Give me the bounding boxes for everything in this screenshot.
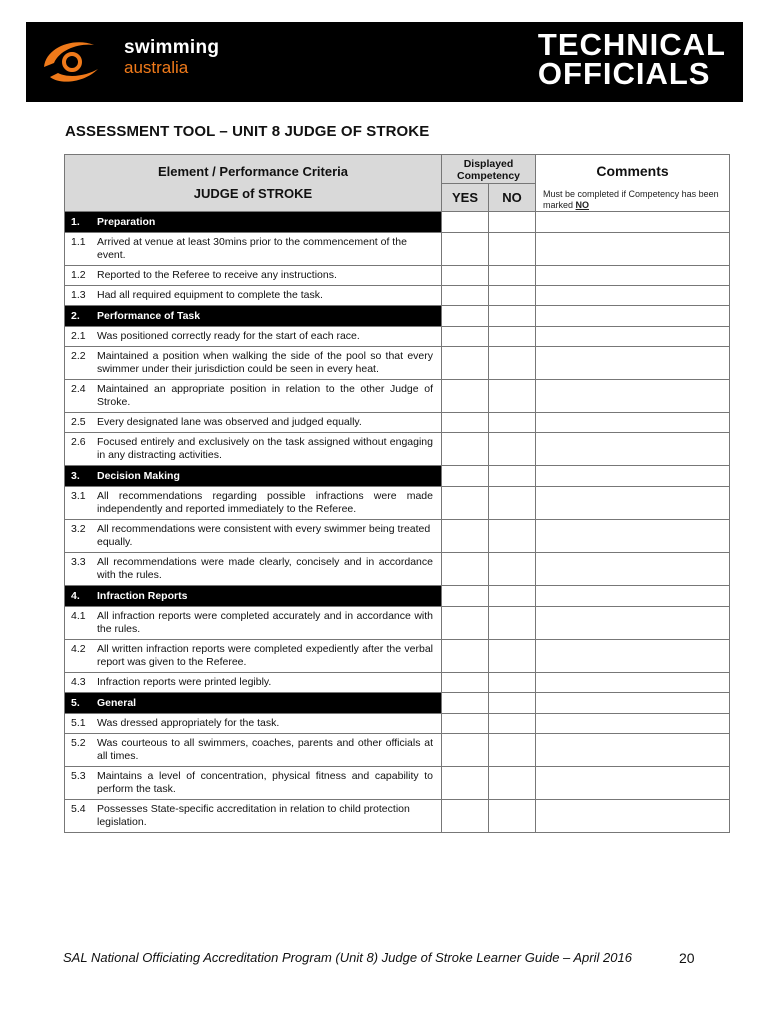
section-blank-cell bbox=[489, 306, 536, 327]
section-row bbox=[65, 693, 730, 714]
criteria-text: Reported to the Referee to receive any instructions. bbox=[97, 269, 337, 281]
section-title: Infraction Reports bbox=[97, 590, 188, 602]
criteria-number: 2.6 bbox=[71, 436, 86, 448]
criteria-text: Possesses State-specific accreditation in relation to child protection legislation. bbox=[97, 803, 410, 828]
yes-checkbox-cell[interactable] bbox=[442, 520, 489, 553]
criteria-cell bbox=[65, 553, 442, 586]
no-checkbox-cell[interactable] bbox=[489, 380, 536, 413]
comments-cell[interactable] bbox=[536, 714, 730, 734]
criteria-cell bbox=[65, 327, 442, 347]
yes-checkbox-cell[interactable] bbox=[442, 380, 489, 413]
yes-header: YES bbox=[442, 184, 489, 212]
criteria-cell bbox=[65, 413, 442, 433]
criteria-number: 3.3 bbox=[71, 556, 86, 568]
section-row bbox=[65, 466, 730, 487]
criteria-text: Was courteous to all swimmers, coaches, parents and other officials at all times. bbox=[97, 737, 433, 762]
comments-cell[interactable] bbox=[536, 413, 730, 433]
criteria-text: Focused entirely and exclusively on the task assigned without engaging in any distracting activities. bbox=[97, 436, 433, 461]
section-number: 4. bbox=[71, 590, 80, 602]
section-number: 2. bbox=[71, 310, 80, 322]
no-checkbox-cell[interactable] bbox=[489, 286, 536, 306]
criteria-row bbox=[65, 640, 730, 673]
criteria-cell bbox=[65, 487, 442, 520]
criteria-cell bbox=[65, 347, 442, 380]
criteria-text: Was dressed appropriately for the task. bbox=[97, 717, 280, 729]
criteria-number: 1.2 bbox=[71, 269, 86, 281]
comments-cell[interactable] bbox=[536, 800, 730, 833]
no-checkbox-cell[interactable] bbox=[489, 734, 536, 767]
header-row bbox=[65, 155, 730, 184]
no-checkbox-cell[interactable] bbox=[489, 607, 536, 640]
criteria-cell bbox=[65, 233, 442, 266]
criteria-number: 5.4 bbox=[71, 803, 86, 815]
no-checkbox-cell[interactable] bbox=[489, 433, 536, 466]
yes-checkbox-cell[interactable] bbox=[442, 433, 489, 466]
no-checkbox-cell[interactable] bbox=[489, 767, 536, 800]
no-checkbox-cell[interactable] bbox=[489, 520, 536, 553]
criteria-row bbox=[65, 487, 730, 520]
yes-checkbox-cell[interactable] bbox=[442, 673, 489, 693]
section-number: 1. bbox=[71, 216, 80, 228]
no-checkbox-cell[interactable] bbox=[489, 413, 536, 433]
yes-checkbox-cell[interactable] bbox=[442, 327, 489, 347]
criteria-cell bbox=[65, 433, 442, 466]
criteria-row bbox=[65, 607, 730, 640]
no-checkbox-cell[interactable] bbox=[489, 673, 536, 693]
comments-cell[interactable] bbox=[536, 266, 730, 286]
criteria-cell bbox=[65, 800, 442, 833]
page-title: ASSESSMENT TOOL – UNIT 8 JUDGE OF STROKE bbox=[65, 123, 430, 140]
criteria-number: 3.1 bbox=[71, 490, 86, 502]
section-blank-cell bbox=[442, 466, 489, 487]
criteria-number: 2.5 bbox=[71, 416, 86, 428]
section-blank-cell bbox=[489, 466, 536, 487]
criteria-row bbox=[65, 380, 730, 413]
technical-officials-wordmark bbox=[537, 27, 726, 91]
criteria-row bbox=[65, 347, 730, 380]
yes-checkbox-cell[interactable] bbox=[442, 266, 489, 286]
section-blank-cell bbox=[442, 306, 489, 327]
criteria-text: Infraction reports were printed legibly. bbox=[97, 676, 272, 688]
comments-cell[interactable] bbox=[536, 433, 730, 466]
criteria-row bbox=[65, 800, 730, 833]
criteria-row bbox=[65, 734, 730, 767]
no-checkbox-cell[interactable] bbox=[489, 327, 536, 347]
section-heading bbox=[65, 306, 442, 327]
criteria-text: Maintained an appropriate position in relation to the other Judge of Stroke. bbox=[97, 383, 433, 408]
criteria-cell bbox=[65, 640, 442, 673]
criteria-text: All recommendations were consistent with every swimmer being treated equally. bbox=[97, 523, 431, 548]
no-header: NO bbox=[489, 184, 536, 212]
swimming-australia-logo-icon bbox=[36, 33, 106, 89]
section-blank-cell bbox=[442, 586, 489, 607]
no-checkbox-cell[interactable] bbox=[489, 347, 536, 380]
comments-cell[interactable] bbox=[536, 673, 730, 693]
criteria-number: 4.2 bbox=[71, 643, 86, 655]
section-title: General bbox=[97, 697, 137, 709]
section-heading bbox=[65, 586, 442, 607]
criteria-row bbox=[65, 327, 730, 347]
comments-note-no: NO bbox=[575, 200, 590, 210]
criteria-number: 4.1 bbox=[71, 610, 86, 622]
section-blank-cell bbox=[536, 586, 730, 607]
assessment-table bbox=[64, 154, 730, 833]
element-header-line1: Element / Performance Criteria bbox=[157, 164, 349, 179]
criteria-number: 5.2 bbox=[71, 737, 86, 749]
comments-note bbox=[536, 185, 729, 211]
comments-cell[interactable] bbox=[536, 380, 730, 413]
yes-checkbox-cell[interactable] bbox=[442, 413, 489, 433]
comments-cell[interactable] bbox=[536, 734, 730, 767]
section-blank-cell bbox=[442, 212, 489, 233]
criteria-text: All written infraction reports were completed expediently after the verbal report was given to the Referee. bbox=[97, 643, 433, 668]
brand-top: swimming bbox=[124, 37, 220, 58]
criteria-number: 2.2 bbox=[71, 350, 86, 362]
criteria-number: 1.1 bbox=[71, 236, 86, 248]
element-header bbox=[65, 155, 442, 212]
section-title: Preparation bbox=[97, 216, 156, 228]
comments-title: Comments bbox=[596, 163, 669, 179]
section-number: 5. bbox=[71, 697, 80, 709]
comments-note-prefix: Must be completed if Competency has been marked bbox=[543, 189, 719, 210]
section-title: Performance of Task bbox=[97, 310, 201, 322]
criteria-text: All recommendations regarding possible infractions were made independently and reported immediately to the Referee. bbox=[97, 490, 433, 515]
comments-cell[interactable] bbox=[536, 520, 730, 553]
section-blank-cell bbox=[536, 693, 730, 714]
no-checkbox-cell[interactable] bbox=[489, 800, 536, 833]
displayed-competency-header: Displayed Competency bbox=[442, 155, 536, 184]
brand-bottom: australia bbox=[124, 58, 189, 77]
comments-cell[interactable] bbox=[536, 286, 730, 306]
criteria-cell bbox=[65, 714, 442, 734]
criteria-row bbox=[65, 286, 730, 306]
comments-cell[interactable] bbox=[536, 233, 730, 266]
criteria-row bbox=[65, 553, 730, 586]
yes-checkbox-cell[interactable] bbox=[442, 640, 489, 673]
yes-checkbox-cell[interactable] bbox=[442, 800, 489, 833]
no-checkbox-cell[interactable] bbox=[489, 266, 536, 286]
criteria-number: 2.1 bbox=[71, 330, 86, 342]
criteria-text: Maintains a level of concentration, physical fitness and capability to perform the task. bbox=[97, 770, 433, 795]
criteria-number: 1.3 bbox=[71, 289, 86, 301]
criteria-cell bbox=[65, 673, 442, 693]
criteria-cell bbox=[65, 520, 442, 553]
criteria-number: 4.3 bbox=[71, 676, 86, 688]
criteria-row bbox=[65, 233, 730, 266]
section-blank-cell bbox=[442, 693, 489, 714]
criteria-text: All infraction reports were completed accurately and in accordance with the rules. bbox=[97, 610, 433, 635]
section-blank-cell bbox=[536, 306, 730, 327]
criteria-number: 5.3 bbox=[71, 770, 86, 782]
criteria-number: 2.4 bbox=[71, 383, 86, 395]
yes-checkbox-cell[interactable] bbox=[442, 347, 489, 380]
section-number: 3. bbox=[71, 470, 80, 482]
tech-line2: OFFICIALS bbox=[537, 56, 711, 91]
criteria-text: All recommendations were made clearly, concisely and in accordance with the rules. bbox=[97, 556, 433, 581]
criteria-cell bbox=[65, 767, 442, 800]
criteria-text: Had all required equipment to complete the task. bbox=[97, 289, 323, 301]
criteria-text: Every designated lane was observed and judged equally. bbox=[97, 416, 362, 428]
no-checkbox-cell[interactable] bbox=[489, 640, 536, 673]
section-blank-cell bbox=[536, 466, 730, 487]
section-row bbox=[65, 586, 730, 607]
section-heading bbox=[65, 693, 442, 714]
yes-checkbox-cell[interactable] bbox=[442, 233, 489, 266]
comments-cell[interactable] bbox=[536, 347, 730, 380]
comments-cell[interactable] bbox=[536, 607, 730, 640]
yes-checkbox-cell[interactable] bbox=[442, 714, 489, 734]
yes-checkbox-cell[interactable] bbox=[442, 286, 489, 306]
element-header-line2: JUDGE of STROKE bbox=[193, 186, 313, 201]
comments-header bbox=[536, 155, 730, 212]
section-blank-cell bbox=[489, 586, 536, 607]
comments-cell[interactable] bbox=[536, 553, 730, 586]
criteria-row bbox=[65, 673, 730, 693]
section-blank-cell bbox=[489, 693, 536, 714]
criteria-cell bbox=[65, 607, 442, 640]
criteria-number: 3.2 bbox=[71, 523, 86, 535]
no-checkbox-cell[interactable] bbox=[489, 714, 536, 734]
section-row bbox=[65, 306, 730, 327]
yes-checkbox-cell[interactable] bbox=[442, 487, 489, 520]
footer-text: SAL National Officiating Accreditation Program (Unit 8) Judge of Stroke Learner Guide – April 2016 bbox=[63, 950, 632, 965]
section-heading bbox=[65, 466, 442, 487]
section-heading bbox=[65, 212, 442, 233]
criteria-cell bbox=[65, 266, 442, 286]
comments-cell[interactable] bbox=[536, 640, 730, 673]
criteria-text: Was positioned correctly ready for the start of each race. bbox=[97, 330, 360, 342]
criteria-cell bbox=[65, 380, 442, 413]
page-number: 20 bbox=[679, 950, 695, 966]
criteria-cell bbox=[65, 734, 442, 767]
criteria-number: 5.1 bbox=[71, 717, 86, 729]
brand-name bbox=[124, 38, 219, 76]
criteria-row bbox=[65, 767, 730, 800]
criteria-row bbox=[65, 714, 730, 734]
section-blank-cell bbox=[536, 212, 730, 233]
criteria-row bbox=[65, 520, 730, 553]
criteria-text: Arrived at venue at least 30mins prior to the commencement of the event. bbox=[97, 236, 407, 261]
no-checkbox-cell[interactable] bbox=[489, 487, 536, 520]
comments-cell[interactable] bbox=[536, 767, 730, 800]
comments-cell[interactable] bbox=[536, 487, 730, 520]
section-row bbox=[65, 212, 730, 233]
yes-checkbox-cell[interactable] bbox=[442, 734, 489, 767]
no-checkbox-cell[interactable] bbox=[489, 553, 536, 586]
criteria-text: Maintained a position when walking the side of the pool so that every swimmer under their jurisdiction could be seen in every heat. bbox=[97, 350, 433, 375]
criteria-row bbox=[65, 433, 730, 466]
criteria-cell bbox=[65, 286, 442, 306]
criteria-row bbox=[65, 266, 730, 286]
no-checkbox-cell[interactable] bbox=[489, 233, 536, 266]
section-blank-cell bbox=[489, 212, 536, 233]
tech-line1: TECHNICAL bbox=[537, 27, 726, 62]
yes-checkbox-cell[interactable] bbox=[442, 767, 489, 800]
criteria-row bbox=[65, 413, 730, 433]
yes-checkbox-cell[interactable] bbox=[442, 607, 489, 640]
yes-checkbox-cell[interactable] bbox=[442, 553, 489, 586]
comments-cell[interactable] bbox=[536, 327, 730, 347]
section-title: Decision Making bbox=[97, 470, 180, 482]
